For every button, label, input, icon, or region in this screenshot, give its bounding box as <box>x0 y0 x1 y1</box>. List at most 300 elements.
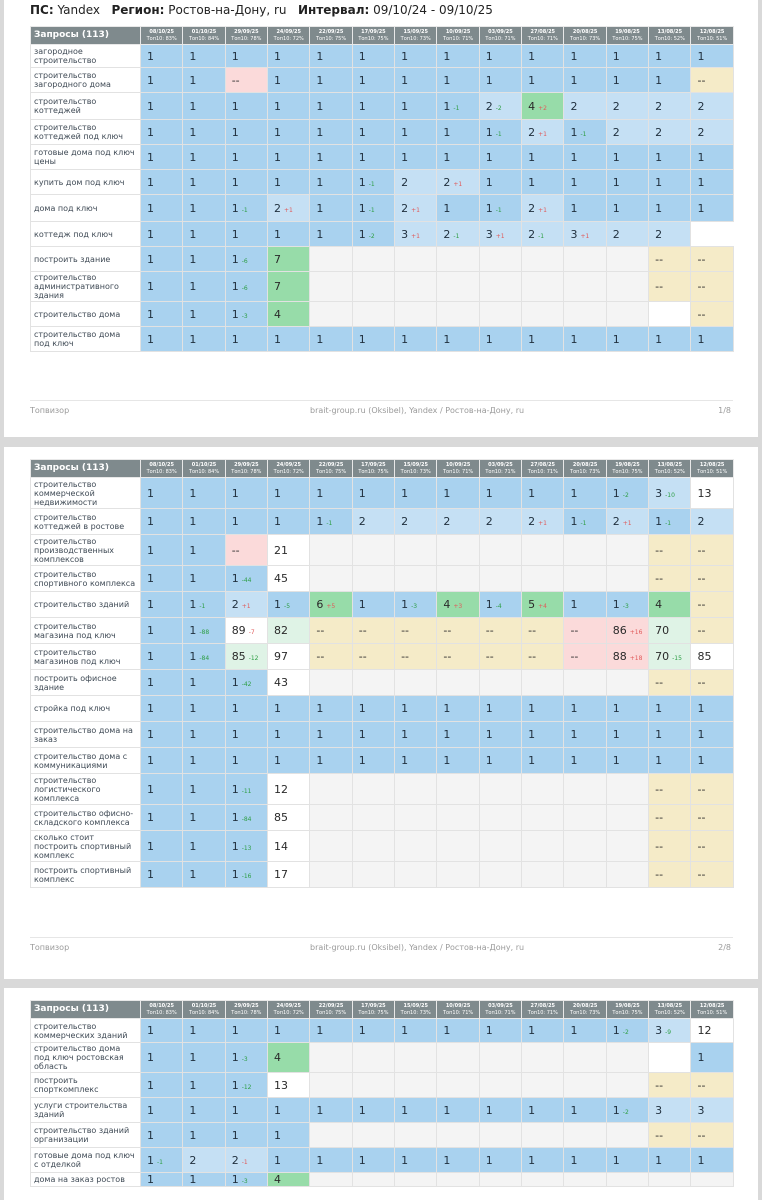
position-value: 1 <box>485 201 493 215</box>
date-column-header <box>268 27 310 45</box>
position-cell <box>310 805 352 831</box>
position-delta: -15 <box>672 655 682 662</box>
position-value: 1 <box>316 99 324 113</box>
position-value: 1 <box>274 728 282 741</box>
position-cell <box>564 862 606 888</box>
position-value: 1 <box>147 624 154 637</box>
position-value: 1 <box>316 175 324 189</box>
position-cell <box>225 222 267 247</box>
position-value: -- <box>655 868 664 881</box>
table-row <box>31 1043 734 1073</box>
position-value: 1 <box>485 728 493 741</box>
position-cell <box>691 566 733 592</box>
position-value: 1 <box>570 125 578 139</box>
table-row <box>31 644 734 670</box>
position-cell <box>437 68 479 93</box>
position-cell <box>479 644 521 670</box>
column-top10: Топ10: 75% <box>612 35 643 42</box>
date-column-header <box>310 1001 352 1019</box>
position-value: 1 <box>147 99 154 113</box>
position-delta: -1 <box>326 520 333 527</box>
position-value: 1 <box>401 754 409 767</box>
position-value: 1 <box>231 332 239 346</box>
footer-brand: Топвизор <box>30 406 70 415</box>
position-cell <box>564 1148 606 1173</box>
date-column-header <box>437 460 479 478</box>
position-cell <box>564 535 606 566</box>
position-cell <box>649 222 691 247</box>
position-value: -- <box>697 280 706 293</box>
position-value: 1 <box>697 1153 705 1167</box>
position-value: 1 <box>612 728 620 741</box>
position-cell <box>649 696 691 722</box>
date-column-header <box>479 460 521 478</box>
position-value: 1 <box>401 1024 409 1037</box>
position-value: 1 <box>274 99 282 113</box>
position-cell <box>268 1098 310 1123</box>
position-cell <box>268 509 310 535</box>
position-cell <box>606 222 648 247</box>
position-cell <box>141 195 183 222</box>
position-cell <box>395 195 437 222</box>
position-cell <box>352 68 394 93</box>
position-cell <box>437 1019 479 1043</box>
position-value: 1 <box>147 782 154 796</box>
column-top10: Топ10: 71% <box>527 468 558 475</box>
position-value: 1 <box>316 49 324 63</box>
position-cell <box>691 862 733 888</box>
ps-label: ПС: <box>30 3 54 17</box>
column-date: 03/09/25 <box>488 461 513 468</box>
position-value: 1 <box>274 73 282 87</box>
position-cell <box>183 1098 225 1123</box>
position-value: -- <box>655 1128 664 1142</box>
position-value: 1 <box>570 1153 578 1167</box>
position-value: 1 <box>189 307 197 321</box>
position-value: 1 <box>358 150 366 164</box>
position-value: 3 <box>655 486 663 500</box>
position-cell <box>183 566 225 592</box>
position-cell <box>395 222 437 247</box>
column-date: 15/09/25 <box>403 28 428 35</box>
position-value: 1 <box>147 1173 154 1186</box>
position-cell <box>522 222 564 247</box>
position-cell <box>522 509 564 535</box>
position-value: 1 <box>697 150 705 164</box>
position-cell <box>522 1019 564 1043</box>
position-cell <box>564 1019 606 1043</box>
table-row <box>31 722 734 748</box>
position-value: -- <box>655 676 664 689</box>
position-delta: +1 <box>411 232 420 240</box>
position-cell <box>606 45 648 68</box>
position-value: 3 <box>655 1103 663 1117</box>
position-cell <box>310 722 352 748</box>
position-value: 12 <box>274 782 289 796</box>
position-value: 1 <box>231 754 239 767</box>
position-value: -- <box>485 624 494 637</box>
position-cell <box>395 247 437 272</box>
position-cell <box>606 618 648 644</box>
position-value: 1 <box>274 1024 282 1037</box>
column-top10: Топ10: 71% <box>443 1009 474 1016</box>
position-cell <box>310 195 352 222</box>
position-cell <box>479 1043 521 1073</box>
queries-column-header: Запросы (113) <box>31 460 141 478</box>
position-cell <box>606 748 648 774</box>
position-value: -- <box>697 782 706 796</box>
table-row <box>31 862 734 888</box>
position-value: 13 <box>274 1078 289 1092</box>
position-cell <box>352 805 394 831</box>
position-value: 1 <box>697 175 705 189</box>
position-value: 1 <box>147 572 154 585</box>
position-cell <box>437 592 479 618</box>
position-cell <box>437 722 479 748</box>
position-value: -- <box>697 543 706 557</box>
position-cell <box>649 478 691 509</box>
position-cell <box>183 670 225 696</box>
position-cell <box>141 145 183 170</box>
position-cell <box>649 302 691 327</box>
column-top10: Топ10: 78% <box>231 468 262 475</box>
position-cell <box>649 592 691 618</box>
position-value: 1 <box>697 728 705 741</box>
position-value: 1 <box>528 150 536 164</box>
position-cell <box>268 45 310 68</box>
position-cell <box>352 566 394 592</box>
position-delta: +1 <box>580 232 590 240</box>
position-value: 13 <box>697 486 712 500</box>
position-value: 1 <box>528 1024 536 1037</box>
position-value: 1 <box>231 1103 239 1117</box>
column-date: 19/08/25 <box>615 461 640 468</box>
position-cell <box>310 478 352 509</box>
position-cell <box>564 68 606 93</box>
position-value: 1 <box>189 572 197 585</box>
column-top10: Топ10: 72% <box>273 1009 304 1016</box>
position-cell <box>564 618 606 644</box>
position-cell <box>225 195 267 222</box>
position-cell <box>606 1148 648 1173</box>
position-cell <box>437 805 479 831</box>
position-value: 3 <box>570 227 578 241</box>
position-cell <box>183 45 225 68</box>
position-cell <box>225 1019 267 1043</box>
position-value: 1 <box>189 839 197 853</box>
position-cell <box>564 831 606 862</box>
position-cell <box>437 93 479 120</box>
position-cell <box>691 272 733 302</box>
position-cell <box>225 805 267 831</box>
position-delta: -1 <box>368 180 375 188</box>
position-cell <box>479 68 521 93</box>
report-page-3 <box>4 988 758 1200</box>
region-value: Ростов-на-Дону, ru <box>168 3 287 17</box>
position-cell <box>352 222 394 247</box>
position-value: 1 <box>189 280 197 293</box>
position-cell <box>649 535 691 566</box>
query-cell: услуги строительства зданий <box>31 1098 141 1123</box>
position-cell <box>522 1148 564 1173</box>
position-value: 1 <box>358 73 366 87</box>
query-cell: строительство загородного дома <box>31 68 141 93</box>
position-value: 2 <box>612 515 620 528</box>
position-cell <box>649 272 691 302</box>
position-cell <box>691 670 733 696</box>
position-cell <box>691 1019 733 1043</box>
table-row <box>31 222 734 247</box>
position-value: 2 <box>358 515 366 528</box>
position-cell <box>310 831 352 862</box>
position-cell <box>522 670 564 696</box>
position-cell <box>141 120 183 145</box>
position-cell <box>352 670 394 696</box>
position-value: 1 <box>528 728 536 741</box>
position-delta: -5 <box>284 603 291 610</box>
position-cell <box>141 592 183 618</box>
position-value: 1 <box>231 227 239 241</box>
position-value: 1 <box>231 572 239 585</box>
column-date: 24/09/25 <box>276 461 301 468</box>
position-cell <box>183 1148 225 1173</box>
position-cell <box>310 696 352 722</box>
position-value: 2 <box>528 515 536 528</box>
position-value: 1 <box>147 307 154 321</box>
position-delta: -1 <box>495 206 502 214</box>
query-cell: дома под ключ <box>31 195 141 222</box>
position-cell <box>606 862 648 888</box>
position-cell <box>141 222 183 247</box>
position-delta: -3 <box>241 312 248 320</box>
position-value: 1 <box>401 332 409 346</box>
position-value: 1 <box>316 754 324 767</box>
position-cell <box>437 1043 479 1073</box>
position-delta: -84 <box>241 816 252 823</box>
position-value: 1 <box>358 332 366 346</box>
position-cell <box>437 247 479 272</box>
position-delta: -1 <box>241 206 248 214</box>
position-cell <box>479 670 521 696</box>
position-value: 2 <box>570 99 578 113</box>
position-cell <box>564 1043 606 1073</box>
position-cell <box>225 1173 267 1187</box>
position-value: 1 <box>147 1024 154 1037</box>
position-value: -- <box>697 811 706 824</box>
position-cell <box>649 644 691 670</box>
column-date: 01/10/25 <box>191 1002 217 1009</box>
position-value: 1 <box>189 1024 197 1037</box>
column-date: 20/08/25 <box>572 1002 598 1009</box>
position-cell <box>268 68 310 93</box>
report-header <box>30 3 493 17</box>
position-cell <box>183 831 225 862</box>
position-cell <box>649 1173 691 1187</box>
position-value: 1 <box>401 486 409 500</box>
position-cell <box>141 566 183 592</box>
position-value: -- <box>697 624 706 637</box>
position-delta: -84 <box>199 655 210 662</box>
position-cell <box>395 145 437 170</box>
position-value: 1 <box>231 201 239 215</box>
position-value: 1 <box>189 650 197 663</box>
position-cell <box>479 592 521 618</box>
table-row <box>31 696 734 722</box>
position-cell <box>522 774 564 805</box>
position-cell <box>564 170 606 195</box>
table-row <box>31 1098 734 1123</box>
position-value: 1 <box>147 1103 154 1117</box>
position-cell <box>395 566 437 592</box>
position-value: 88 <box>612 650 627 663</box>
position-cell <box>479 748 521 774</box>
position-cell <box>225 722 267 748</box>
position-cell <box>141 1019 183 1043</box>
position-value: 1 <box>147 754 154 767</box>
column-date: 08/10/25 <box>149 28 174 35</box>
position-cell <box>141 1073 183 1098</box>
position-cell <box>606 774 648 805</box>
position-delta: -6 <box>241 257 248 265</box>
position-value: 1 <box>231 280 239 293</box>
position-cell <box>522 618 564 644</box>
position-cell <box>522 566 564 592</box>
position-value: 1 <box>612 332 620 346</box>
position-value: 1 <box>697 332 705 346</box>
position-cell <box>395 535 437 566</box>
position-cell <box>395 831 437 862</box>
query-cell: строительство логистического комплекса <box>31 774 141 805</box>
position-value: -- <box>697 676 706 689</box>
position-value: 1 <box>485 1103 493 1117</box>
position-value: 1 <box>655 73 663 87</box>
column-top10: Топ10: 51% <box>697 1009 728 1016</box>
column-date: 12/08/25 <box>699 28 725 35</box>
position-cell <box>479 145 521 170</box>
position-cell <box>606 93 648 120</box>
position-value: -- <box>697 252 706 266</box>
position-cell <box>649 327 691 352</box>
position-cell <box>268 327 310 352</box>
position-cell <box>352 774 394 805</box>
position-cell <box>183 247 225 272</box>
column-top10: Топ10: 71% <box>443 468 474 475</box>
position-cell <box>395 1123 437 1148</box>
position-cell <box>606 509 648 535</box>
position-cell <box>225 120 267 145</box>
position-value: 1 <box>401 73 409 87</box>
column-top10: Топ10: 52% <box>654 468 685 475</box>
position-delta: -4 <box>495 603 502 610</box>
position-cell <box>564 592 606 618</box>
position-cell <box>268 831 310 862</box>
position-cell <box>225 1073 267 1098</box>
position-cell <box>183 696 225 722</box>
position-delta: -1 <box>241 1158 248 1166</box>
queries-column-header: Запросы (113) <box>31 27 141 45</box>
position-cell <box>564 1173 606 1187</box>
position-cell <box>268 535 310 566</box>
position-value: 1 <box>189 811 197 824</box>
position-cell <box>437 478 479 509</box>
position-cell <box>479 1019 521 1043</box>
position-value: 1 <box>443 99 451 113</box>
position-cell <box>268 478 310 509</box>
position-cell <box>225 93 267 120</box>
position-value: 1 <box>570 754 578 767</box>
query-cell: строительство дома с коммуникациями <box>31 748 141 774</box>
position-value: 1 <box>231 49 239 63</box>
position-cell <box>691 748 733 774</box>
position-cell <box>479 1098 521 1123</box>
position-value: -- <box>528 624 537 637</box>
position-value: 3 <box>485 227 493 241</box>
position-value: 1 <box>147 332 154 346</box>
position-value: 1 <box>655 1153 663 1167</box>
position-cell <box>268 805 310 831</box>
position-value: 82 <box>274 624 289 637</box>
position-cell <box>310 509 352 535</box>
position-value: -- <box>655 811 664 824</box>
column-date: 13/08/25 <box>657 461 683 468</box>
position-cell <box>268 120 310 145</box>
interval-value: 09/10/24 - 09/10/25 <box>373 3 493 17</box>
position-cell <box>437 1123 479 1148</box>
position-cell <box>479 509 521 535</box>
date-column-header <box>522 460 564 478</box>
position-value: 1 <box>485 702 493 715</box>
position-cell <box>352 272 394 302</box>
position-value: 4 <box>274 307 282 321</box>
position-value: -- <box>697 572 706 585</box>
position-value: 1 <box>231 252 239 266</box>
position-value: 1 <box>358 227 366 241</box>
position-cell <box>141 535 183 566</box>
position-value: 1 <box>358 1153 366 1167</box>
position-cell <box>352 696 394 722</box>
position-value: 1 <box>358 728 366 741</box>
position-cell <box>310 1148 352 1173</box>
position-cell <box>352 145 394 170</box>
position-cell <box>649 93 691 120</box>
position-delta: -2 <box>622 491 629 499</box>
position-cell <box>691 774 733 805</box>
position-value: 1 <box>274 1103 282 1117</box>
position-value: 2 <box>485 515 493 528</box>
position-cell <box>479 247 521 272</box>
position-value: 1 <box>231 1024 239 1037</box>
date-column-header <box>564 460 606 478</box>
position-cell <box>437 748 479 774</box>
column-top10: Топ10: 71% <box>527 35 558 42</box>
position-value: 1 <box>358 49 366 63</box>
position-value: 4 <box>274 1173 282 1186</box>
position-value: 1 <box>443 150 451 164</box>
table-row <box>31 1173 734 1187</box>
position-cell <box>479 535 521 566</box>
table-row <box>31 805 734 831</box>
position-cell <box>564 120 606 145</box>
position-cell <box>225 170 267 195</box>
query-cell: строительство дома <box>31 302 141 327</box>
position-cell <box>225 592 267 618</box>
position-cell <box>649 68 691 93</box>
column-top10: Топ10: 71% <box>443 35 474 42</box>
position-value: 1 <box>189 754 197 767</box>
position-value: 1 <box>358 754 366 767</box>
position-delta: +2 <box>538 104 547 112</box>
position-value: 1 <box>189 73 197 87</box>
